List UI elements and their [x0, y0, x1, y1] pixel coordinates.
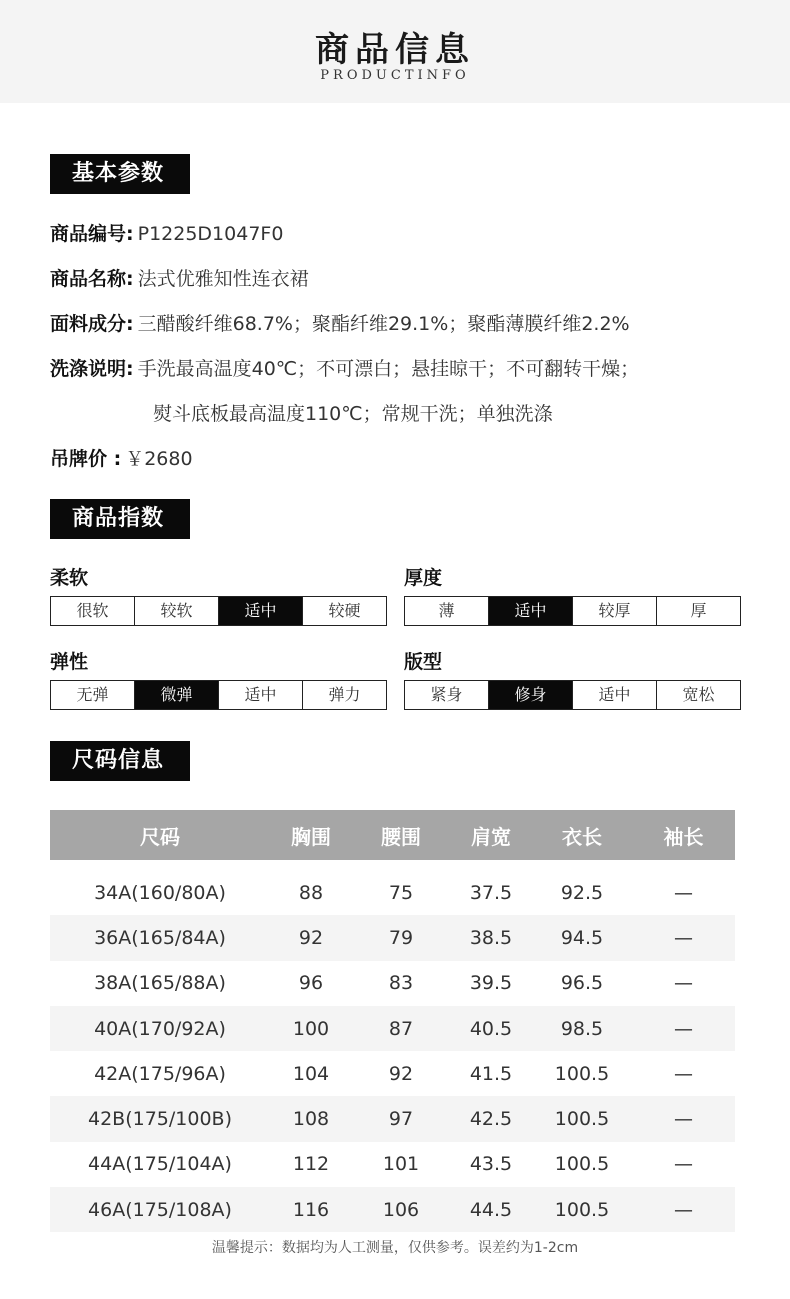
table-cell: 38.5	[469, 926, 513, 949]
index-option: 无弹	[51, 681, 135, 709]
header-chest: 胸围	[291, 824, 331, 849]
table-cell: 41.5	[469, 1062, 513, 1085]
index-title: 版型	[404, 651, 443, 673]
index-option: 紧身	[405, 681, 489, 709]
index-thickness	[404, 564, 741, 626]
param-value: ￥2680	[125, 448, 193, 470]
param-value: P1225D1047F0	[137, 223, 284, 245]
index-option-selected: 微弹	[135, 681, 219, 709]
table-cell: —	[674, 926, 693, 949]
table-cell: 92	[388, 1062, 414, 1085]
table-cell: —	[674, 1108, 693, 1131]
index-scale	[404, 680, 741, 710]
table-cell: 98.5	[560, 1017, 604, 1040]
table-cell: 100	[292, 1017, 330, 1040]
index-title: 厚度	[404, 567, 443, 589]
table-cell: 96.5	[560, 972, 604, 995]
table-cell: 88	[298, 881, 324, 904]
index-option: 适中	[219, 681, 303, 709]
param-label: 商品编号:	[50, 223, 134, 245]
index-scale	[404, 596, 741, 626]
table-cell: —	[674, 1198, 693, 1221]
page-subtitle: PRODUCTINFO	[320, 68, 470, 83]
table-cell: 42A(175/96A)	[94, 1062, 226, 1085]
index-option: 宽松	[682, 685, 715, 704]
index-fit	[404, 648, 741, 710]
table-row	[50, 1187, 735, 1232]
param-label: 吊牌价 :	[50, 448, 122, 470]
param-item-fabric	[50, 311, 630, 337]
param-item-code	[50, 221, 283, 247]
index-option: 适中	[573, 681, 657, 709]
table-row	[50, 1006, 735, 1051]
param-item-price	[50, 446, 193, 472]
table-cell: 104	[292, 1062, 330, 1085]
table-cell: —	[674, 881, 693, 904]
table-cell: 42B(175/100B)	[87, 1108, 232, 1131]
index-softness	[50, 564, 387, 626]
table-cell: 106	[382, 1198, 420, 1221]
table-row	[50, 1142, 735, 1187]
index-option-selected: 修身	[489, 681, 573, 709]
table-cell: 36A(165/84A)	[94, 926, 226, 949]
header-sleeve: 袖长	[663, 824, 704, 849]
table-row	[50, 870, 735, 915]
param-value: 三醋酸纤维68.7%；聚酯纤维29.1%；聚酯薄膜纤维2.2%	[137, 313, 630, 335]
table-row	[50, 961, 735, 1006]
index-option-selected: 适中	[219, 597, 303, 625]
index-title: 柔软	[50, 567, 89, 589]
table-cell: 108	[292, 1108, 330, 1131]
header-waist: 腰围	[381, 824, 421, 849]
table-cell: 37.5	[469, 881, 513, 904]
table-cell: 96	[298, 972, 324, 995]
table-cell: —	[674, 1153, 693, 1176]
index-option: 厚	[690, 601, 707, 620]
table-cell: 97	[388, 1108, 414, 1131]
param-wash-continued: 熨斗底板最高温度110℃；常规干洗；单独洗涤	[153, 403, 553, 425]
table-cell: 75	[388, 881, 414, 904]
table-cell: 100.5	[554, 1198, 610, 1221]
param-item-name	[50, 266, 309, 292]
table-cell: 34A(160/80A)	[94, 881, 226, 904]
table-cell: 100.5	[554, 1062, 610, 1085]
param-label: 洗涤说明:	[50, 358, 134, 380]
index-option: 较厚	[573, 597, 657, 625]
page-title: 商品信息	[315, 30, 475, 70]
table-cell: —	[674, 972, 693, 995]
table-row	[50, 1096, 735, 1141]
index-option: 薄	[405, 597, 489, 625]
table-cell: 92	[298, 926, 324, 949]
param-value: 法式优雅知性连衣裙	[137, 268, 309, 290]
table-row	[50, 915, 735, 960]
table-cell: 116	[292, 1198, 330, 1221]
table-row	[50, 1051, 735, 1096]
table-cell: —	[674, 1062, 693, 1085]
section-size-info: 尺码信息	[50, 741, 190, 781]
table-cell: 40.5	[469, 1017, 513, 1040]
header-size: 尺码	[140, 824, 180, 849]
index-scale	[50, 596, 387, 626]
index-option: 很软	[51, 597, 135, 625]
table-cell: 38A(165/88A)	[94, 972, 226, 995]
table-cell: 40A(170/92A)	[94, 1017, 226, 1040]
table-cell: 44.5	[469, 1198, 513, 1221]
table-cell: 92.5	[560, 881, 604, 904]
size-table-body	[50, 870, 735, 1232]
param-item-wash	[50, 356, 639, 382]
index-option: 弹力	[328, 685, 361, 704]
table-cell: 46A(175/108A)	[88, 1198, 232, 1221]
index-scale	[50, 680, 387, 710]
table-cell: 94.5	[560, 926, 604, 949]
page-header	[0, 0, 790, 103]
section-basic-params: 基本参数	[50, 154, 190, 194]
table-cell: 100.5	[554, 1153, 610, 1176]
size-table	[50, 810, 735, 1232]
table-cell: 87	[388, 1017, 414, 1040]
table-cell: 42.5	[469, 1108, 513, 1131]
table-cell: 83	[388, 972, 414, 995]
table-cell: 100.5	[554, 1108, 610, 1131]
measurement-note: 温馨提示：数据均为人工测量，仅供参考。误差约为1-2cm	[211, 1240, 579, 1256]
table-cell: 112	[292, 1153, 330, 1176]
table-cell: —	[674, 1017, 693, 1040]
table-cell: 44A(175/104A)	[88, 1153, 232, 1176]
header-shoulder: 肩宽	[471, 824, 511, 849]
table-cell: 43.5	[469, 1153, 513, 1176]
index-option: 较硬	[328, 601, 361, 620]
header-length: 衣长	[562, 824, 602, 849]
param-value: 手洗最高温度40℃；不可漂白；悬挂晾干；不可翻转干燥；	[137, 358, 640, 380]
param-label: 面料成分:	[50, 313, 134, 335]
index-elasticity	[50, 648, 387, 710]
table-cell: 101	[382, 1153, 420, 1176]
index-option: 较软	[135, 597, 219, 625]
index-option-selected: 适中	[489, 597, 573, 625]
section-product-index: 商品指数	[50, 499, 190, 539]
index-title: 弹性	[50, 651, 89, 673]
table-cell: 39.5	[469, 972, 513, 995]
table-cell: 79	[388, 926, 414, 949]
size-table-header	[50, 810, 735, 860]
param-label: 商品名称:	[50, 268, 134, 290]
